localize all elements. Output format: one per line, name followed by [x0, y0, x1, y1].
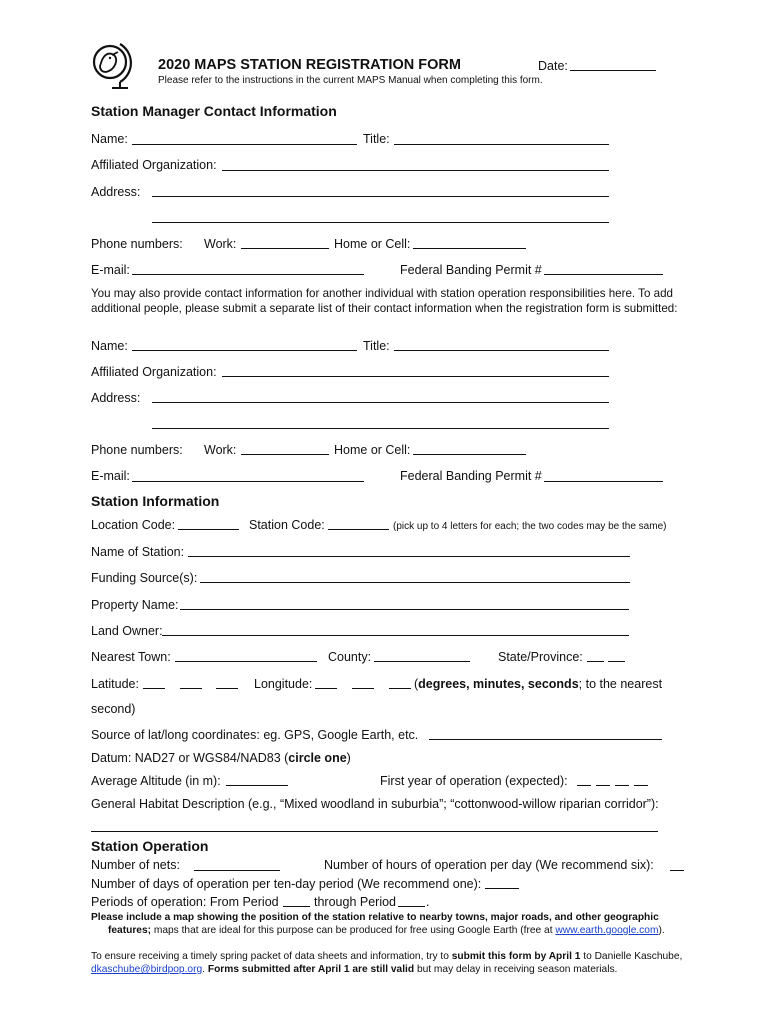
longitude-seconds-field[interactable]: [389, 688, 411, 689]
longitude-degrees-field[interactable]: [315, 688, 337, 689]
permit-field[interactable]: [544, 274, 663, 275]
title-label: Title:: [363, 339, 390, 353]
home-label: Home or Cell:: [334, 443, 411, 457]
work-phone-field[interactable]: [241, 248, 329, 249]
town-field[interactable]: [175, 661, 317, 662]
map-instruction: [91, 911, 688, 937]
permit-label: Federal Banding Permit #: [400, 263, 542, 277]
title-field[interactable]: [394, 144, 609, 145]
location-code-field[interactable]: [178, 529, 239, 530]
latitude-label: Latitude:: [91, 677, 139, 691]
altitude-field[interactable]: [226, 785, 288, 786]
work-label: Work:: [204, 237, 237, 251]
map-instruction-rest: maps that are ideal for this purpose can be produced for free using Google Earth (free at: [151, 925, 556, 936]
state-field-2[interactable]: [608, 661, 625, 662]
section-heading-manager: Station Manager Contact Information: [91, 103, 337, 119]
google-earth-link[interactable]: www.earth.google.com: [555, 925, 659, 936]
first-year-field-3[interactable]: [615, 785, 629, 786]
state-field-1[interactable]: [587, 661, 604, 662]
hours-field[interactable]: [670, 870, 684, 871]
coordinate-note-cont: second): [91, 702, 136, 716]
form-title: 2020 MAPS STATION REGISTRATION FORM: [158, 57, 461, 73]
coordinate-note: [414, 677, 662, 691]
contact-email-link[interactable]: dkaschube@birdpop.org: [91, 964, 203, 975]
address-field-1[interactable]: [152, 196, 609, 197]
station-code-label: Station Code:: [249, 518, 325, 532]
home-phone-field[interactable]: [413, 454, 526, 455]
habitat-label: General Habitat Description (e.g., “Mixed woodland in suburbia”; “cottonwood-willow riparian corridor”):: [91, 797, 659, 811]
coord-rest: ; to the nearest: [578, 677, 663, 691]
station-name-label: Name of Station:: [91, 545, 185, 559]
funding-field[interactable]: [200, 582, 630, 583]
period-through-field[interactable]: [398, 906, 425, 907]
latitude-degrees-field[interactable]: [143, 688, 165, 689]
coord-bold: degrees, minutes, seconds: [418, 677, 579, 691]
county-field[interactable]: [374, 661, 470, 662]
period-from-field[interactable]: [283, 906, 310, 907]
longitude-label: Longitude:: [254, 677, 313, 691]
first-year-field-2[interactable]: [596, 785, 610, 786]
permit-field[interactable]: [544, 481, 663, 482]
hours-label: Number of hours of operation per day (We recommend six):: [324, 858, 654, 872]
first-year-label: First year of operation (expected):: [380, 774, 568, 788]
work-label: Work:: [204, 443, 237, 457]
org-label: Affiliated Organization:: [91, 158, 217, 172]
latitude-minutes-field[interactable]: [180, 688, 202, 689]
code-note: (pick up to 4 letters for each; the two codes may be the same): [393, 521, 667, 532]
days-label: Number of days of operation per ten-day period (We recommend one):: [91, 877, 482, 891]
datum-post: ): [346, 751, 351, 765]
longitude-minutes-field[interactable]: [352, 688, 374, 689]
address-field-2[interactable]: [152, 428, 609, 429]
datum-bold: circle one: [288, 751, 347, 765]
submission-text-b: to Danielle Kaschube,: [580, 951, 683, 962]
datum-label: [91, 751, 351, 765]
coord-open: (: [414, 677, 419, 691]
org-label: Affiliated Organization:: [91, 365, 217, 379]
funding-label: Funding Source(s):: [91, 571, 198, 585]
submission-text-a: To ensure receiving a timely spring packet of data sheets and information, try to: [91, 951, 452, 962]
address-field-1[interactable]: [152, 402, 609, 403]
phone-label: Phone numbers:: [91, 237, 183, 251]
first-year-field-1[interactable]: [577, 785, 591, 786]
coord-source-field[interactable]: [429, 739, 662, 740]
email-label: E-mail:: [91, 263, 130, 277]
submission-text-d: but may delay in receiving season materials.: [414, 964, 618, 975]
section-heading-station: Station Information: [91, 493, 220, 509]
name-label: Name:: [91, 132, 128, 146]
org-field[interactable]: [222, 170, 609, 171]
email-label: E-mail:: [91, 469, 130, 483]
work-phone-field[interactable]: [241, 454, 329, 455]
property-label: Property Name:: [91, 598, 179, 612]
submission-deadline: submit this form by April 1: [451, 951, 581, 962]
days-field[interactable]: [485, 888, 519, 889]
datum-pre: Datum: NAD27 or WGS84/NAD83 (: [91, 751, 289, 765]
home-label: Home or Cell:: [334, 237, 411, 251]
altitude-label: Average Altitude (in m):: [91, 774, 221, 788]
submission-note: [91, 950, 691, 976]
map-instruction-bold: Please include a map showing the position of the station relative to nearby towns, major roads, and other geographic features;: [91, 912, 659, 936]
form-subtitle: Please refer to the instructions in the current MAPS Manual when completing this form.: [158, 75, 543, 86]
location-code-label: Location Code:: [91, 518, 176, 532]
maps-logo: [90, 38, 134, 92]
name-label: Name:: [91, 339, 128, 353]
additional-contact-note: You may also provide contact information for another individual with station operation responsibilities here. To add additional people, please submit a separate list of their contact information when the registration form is submitted:: [91, 287, 678, 315]
periods-through-label: through Period: [314, 895, 397, 909]
home-phone-field[interactable]: [413, 248, 526, 249]
title-label: Title:: [363, 132, 390, 146]
periods-end: .: [426, 895, 430, 909]
map-instruction-end: ).: [658, 925, 665, 936]
owner-field[interactable]: [162, 635, 629, 636]
address-label: Address:: [91, 185, 141, 199]
late-forms-note: Forms submitted after April 1 are still valid: [207, 964, 415, 975]
address-label: Address:: [91, 391, 141, 405]
permit-label: Federal Banding Permit #: [400, 469, 542, 483]
title-field[interactable]: [394, 350, 609, 351]
first-year-field-4[interactable]: [634, 785, 648, 786]
date-field[interactable]: [570, 70, 656, 71]
nets-label: Number of nets:: [91, 858, 180, 872]
submission-text-c: .: [202, 964, 208, 975]
station-code-field[interactable]: [328, 529, 389, 530]
latitude-seconds-field[interactable]: [216, 688, 238, 689]
state-label: State/Province:: [498, 650, 583, 664]
address-field-2[interactable]: [152, 222, 609, 223]
name-field[interactable]: [132, 350, 357, 351]
org-field[interactable]: [222, 376, 609, 377]
property-field[interactable]: [180, 609, 629, 610]
section-heading-operation: Station Operation: [91, 838, 209, 854]
owner-label: Land Owner:: [91, 624, 163, 638]
town-label: Nearest Town:: [91, 650, 171, 664]
name-field[interactable]: [132, 144, 357, 145]
periods-label: Periods of operation: From Period: [91, 895, 279, 909]
email-field[interactable]: [132, 481, 364, 482]
phone-label: Phone numbers:: [91, 443, 183, 457]
nets-field[interactable]: [194, 870, 280, 871]
coord-source-label: Source of lat/long coordinates: eg. GPS, Google Earth, etc.: [91, 728, 419, 742]
station-name-field[interactable]: [188, 556, 630, 557]
habitat-field[interactable]: [91, 831, 658, 832]
email-field[interactable]: [132, 274, 364, 275]
county-label: County:: [328, 650, 372, 664]
date-label: Date:: [538, 59, 568, 73]
